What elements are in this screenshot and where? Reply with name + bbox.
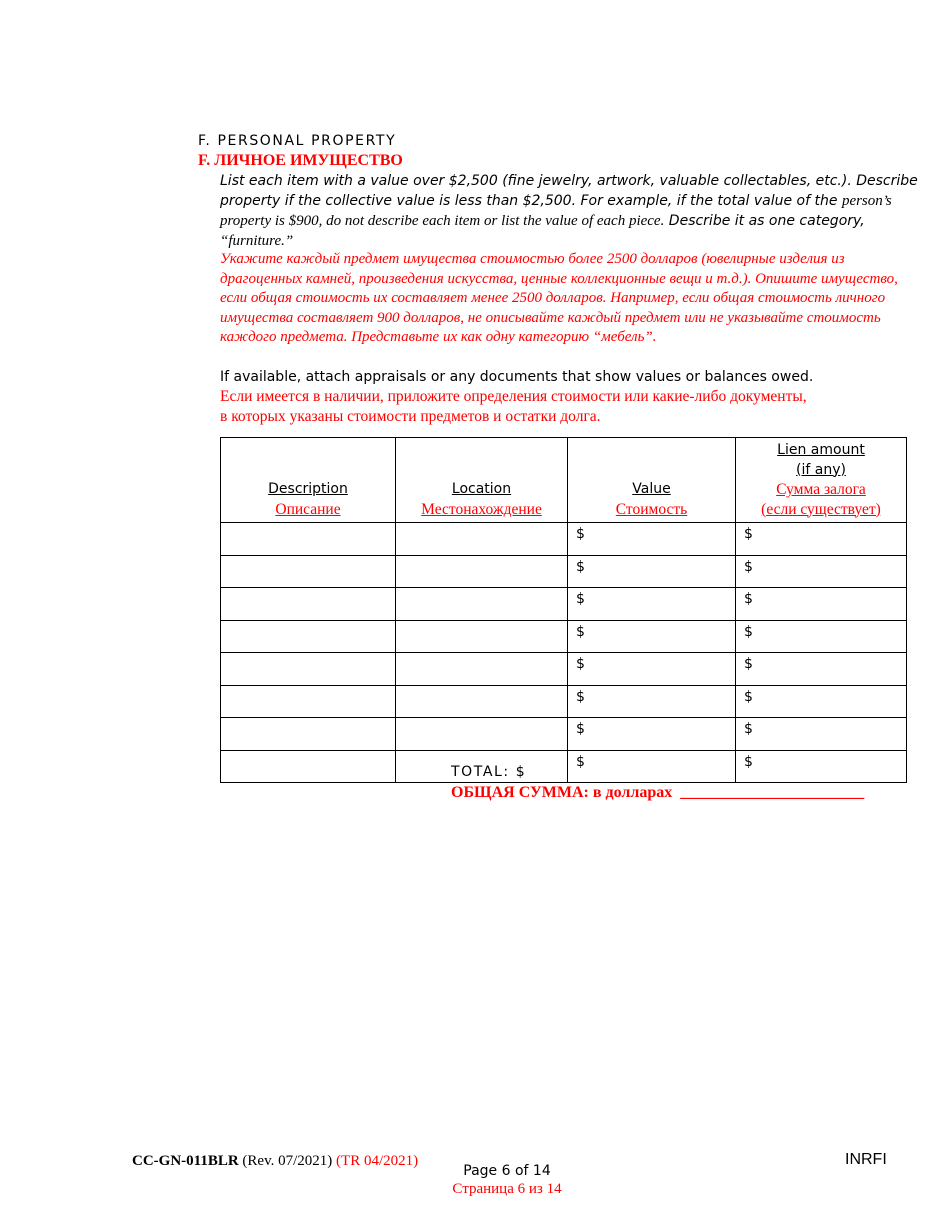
lien-cell[interactable]: [736, 588, 907, 621]
currency-symbol: $: [576, 656, 585, 672]
instructions-en: [220, 171, 920, 251]
table-row: [221, 555, 907, 588]
value-cell[interactable]: [568, 718, 736, 751]
description-cell[interactable]: [221, 620, 396, 653]
form-code: CC-GN-011BLR: [132, 1153, 239, 1169]
currency-symbol: $: [744, 721, 753, 737]
currency-symbol: $: [576, 623, 585, 640]
header-description-ru: Описание: [275, 500, 341, 518]
header-location-en: Location: [451, 481, 512, 497]
currency-symbol: $: [744, 591, 753, 607]
lien-cell[interactable]: [736, 750, 907, 783]
total-blank-line[interactable]: _______________________: [680, 784, 865, 801]
currency-symbol: $: [576, 753, 585, 770]
description-cell[interactable]: [221, 523, 396, 556]
location-cell[interactable]: [396, 718, 568, 751]
value-cell[interactable]: [568, 750, 736, 783]
location-cell[interactable]: [396, 653, 568, 686]
lien-cell[interactable]: [736, 653, 907, 686]
currency-symbol: $: [576, 526, 585, 542]
form-translation-revision: (TR 04/2021): [336, 1153, 419, 1169]
page-number-en: Page 6 of 14: [463, 1163, 551, 1179]
header-lien-ru-line2: (если существует): [761, 500, 881, 518]
location-cell[interactable]: [396, 523, 568, 556]
section-heading-ru: F. ЛИЧНОЕ ИМУЩЕСТВО: [198, 152, 403, 169]
table-row: [221, 685, 907, 718]
currency-symbol: $: [744, 656, 753, 672]
form-revision: (Rev. 07/2021): [242, 1153, 333, 1169]
description-cell[interactable]: [221, 555, 396, 588]
table-body: [221, 523, 907, 783]
description-cell[interactable]: [221, 750, 396, 783]
instructions-en-part4: “furniture.”: [220, 233, 294, 249]
header-description-en: Description: [268, 481, 348, 497]
footer-code: INRFI: [845, 1151, 887, 1168]
description-cell[interactable]: [221, 588, 396, 621]
property-table: [220, 437, 907, 783]
location-cell[interactable]: [396, 555, 568, 588]
value-cell[interactable]: [568, 620, 736, 653]
instructions-en-part3: Describe it as one category,: [664, 213, 865, 229]
value-cell[interactable]: [568, 685, 736, 718]
instructions-ru: Укажите каждый предмет имущества стоимостью более 2500 долларов (ювелирные изделия из драгоценных камней, произведения искусства, ценные коллекционные вещи и т.д.). Опишите имущество, если общая стоимость их составляет менее 2500 долларов. Например, если общая стоимость личного имущества составляет 900 долларов, не описывайте каждый предмет или не указывайте стоимость каждого предмета. Представьте их как одну категорию “мебель”.: [220, 251, 898, 346]
table-header-row: [221, 438, 907, 523]
table-row: [221, 620, 907, 653]
currency-symbol: $: [744, 526, 753, 542]
value-cell[interactable]: [568, 653, 736, 686]
section-heading-en: F. PERSONAL PROPERTY: [198, 133, 397, 149]
header-lien-en-line2: (if any): [796, 461, 846, 478]
attach-note-ru-line1: Если имеется в наличии, приложите определения стоимости или какие-либо документы,: [220, 388, 807, 405]
location-cell[interactable]: [396, 620, 568, 653]
currency-symbol: $: [744, 688, 753, 705]
total-label-en: TOTAL: $: [451, 764, 527, 780]
currency-symbol: $: [744, 558, 753, 575]
header-location: [396, 438, 568, 523]
currency-symbol: $: [576, 558, 585, 575]
value-cell[interactable]: [568, 555, 736, 588]
location-cell[interactable]: [396, 588, 568, 621]
lien-cell[interactable]: [736, 718, 907, 751]
currency-symbol: $: [576, 721, 585, 737]
lien-cell[interactable]: [736, 555, 907, 588]
table-row: [221, 523, 907, 556]
description-cell[interactable]: [221, 685, 396, 718]
table-row: [221, 750, 907, 783]
lien-cell[interactable]: [736, 685, 907, 718]
location-cell[interactable]: [396, 685, 568, 718]
currency-symbol: $: [576, 688, 585, 705]
instructions-en-part1: List each item with a value over $2,500 (fine jewelry, artwork, valuable collectables, etc.). Describe property if the collective value is less than $2,500. For example, if the total value of the: [220, 173, 918, 209]
attach-note-ru: [220, 387, 920, 426]
header-value-ru: Стоимость: [615, 500, 688, 518]
currency-symbol: $: [744, 753, 753, 770]
lien-cell[interactable]: [736, 523, 907, 556]
page-number-ru: Страница 6 из 14: [452, 1181, 562, 1197]
header-value-en: Value: [632, 481, 671, 497]
value-cell[interactable]: [568, 523, 736, 556]
description-cell[interactable]: [221, 653, 396, 686]
header-lien: [736, 438, 907, 523]
table-row: [221, 653, 907, 686]
total-label-ru-text: ОБЩАЯ СУММА: в долларах: [451, 784, 673, 801]
currency-symbol: $: [576, 591, 585, 607]
header-location-ru: Местонахождение: [421, 500, 542, 518]
total-label-ru: [451, 784, 864, 802]
header-lien-ru-line1: Сумма залога: [776, 481, 866, 498]
lien-cell[interactable]: [736, 620, 907, 653]
description-cell[interactable]: [221, 718, 396, 751]
table-row: [221, 588, 907, 621]
header-lien-en-line1: Lien amount: [777, 442, 865, 458]
currency-symbol: $: [744, 623, 753, 640]
header-value: [568, 438, 736, 523]
table-row: [221, 718, 907, 751]
instructions-en-part2: person’s property is $900, do not describe each item or list the value of each piece.: [220, 193, 892, 229]
header-description: [221, 438, 396, 523]
value-cell[interactable]: [568, 588, 736, 621]
attach-note-ru-line2: в которых указаны стоимости предметов и остатки долга.: [220, 407, 601, 425]
attach-note-en: If available, attach appraisals or any documents that show values or balances owed.: [220, 369, 814, 385]
